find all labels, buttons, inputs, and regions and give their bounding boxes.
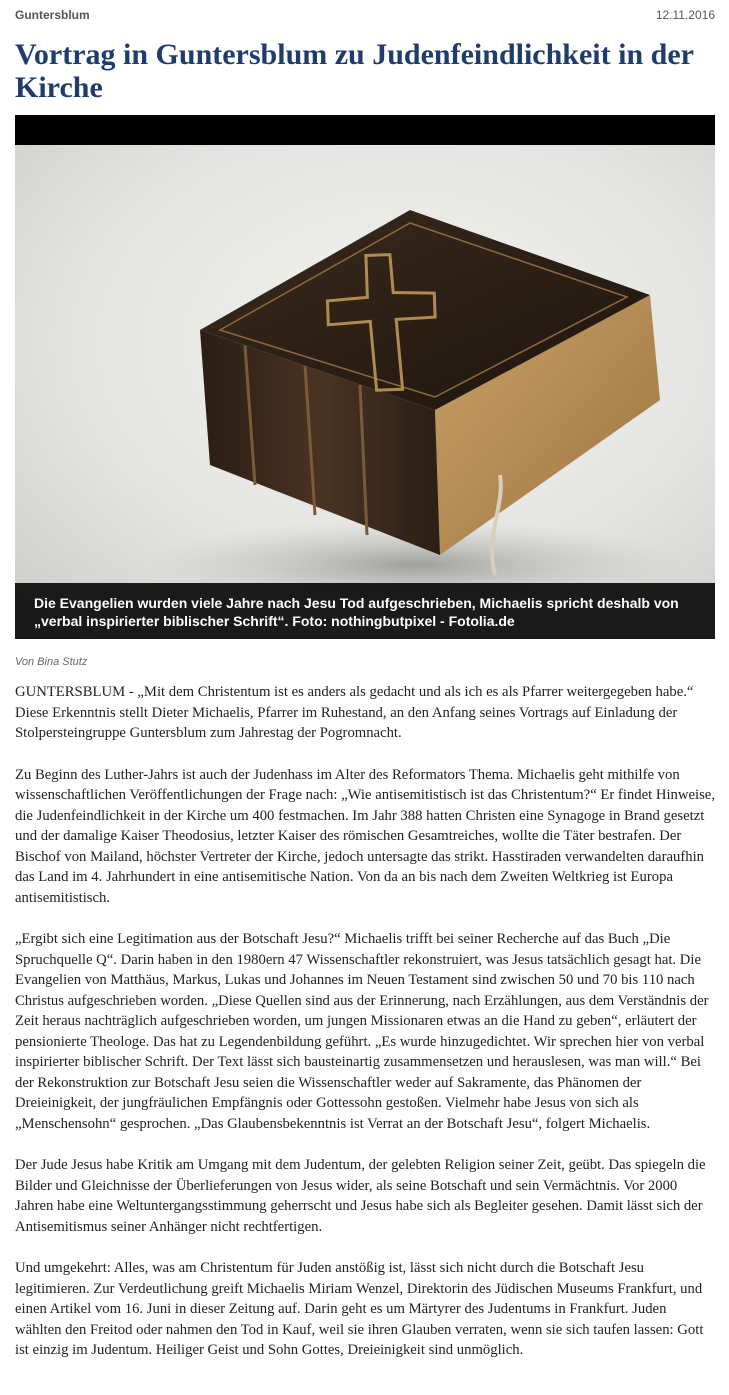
paragraph: Und umgekehrt: Alles, was am Christentum für Juden anstößig ist, lässt sich nicht durch die Botschaft Jesu legitimieren. Zur Verdeutlichung greift Michaelis Miriam Wenzel, Direktorin des Jüdischen Museums Frankfurt, und einen Artikel vom 16. Juni in dieser Zeitung auf. Darin geht es um Märtyrer des Judentums in Frankfurt. Juden wählten den Freitod oder nahmen den Tod in Kauf, weil sie ihren Glauben verraten, wenn sie sich taufen lassen: Gott ist einzig im Judentum. Heiliger Geist und Sohn Gottes, Dreieinigkeit sind unmöglich. bbox=[15, 1260, 704, 1358]
image-caption-band bbox=[15, 583, 715, 639]
article-body bbox=[15, 682, 715, 1361]
byline: Von Bina Stutz bbox=[15, 656, 88, 668]
bible-photo bbox=[15, 145, 715, 639]
paragraph: Zu Beginn des Luther-Jahrs ist auch der Judenhass im Alter des Reformators Thema. Michaelis geht mithilfe von wissenschaftlichen Veröffentlichungen der Frage nach: „Wie antisemitistisch ist das Christentum?“ Er findet Hinweise, die Judenfeindlichkeit in der Kirche um 400 festmachen. Im Jahr 388 hatten Christen eine Synagoge in Brand gesetzt und der damalige Kaiser Theodosius, letzter Kaiser des römischen Gesamtreiches, wollte die Täter bestrafen. Der Bischof von Mailand, höchster Vertreter der Kirche, jedoch untersagte das strikt. Hasstiraden verwandelten daraufhin das Land im 4. Jahrhundert in eine antisemitische Nation. Von da an bis nach dem Zweiten Weltkrieg ist Europa antisemitistisch. bbox=[15, 766, 715, 906]
article-page bbox=[15, 0, 715, 1382]
section-label[interactable]: Guntersblum bbox=[15, 8, 90, 22]
image-caption: Die Evangelien wurden viele Jahre nach Jesu Tod aufgeschrieben, Michaelis spricht deshalb von „verbal inspirierter biblischer Schrift“. Foto: nothingbutpixel - Fotolia.de bbox=[34, 595, 679, 629]
paragraph: „Ergibt sich eine Legitimation aus der Botschaft Jesu?“ Michaelis trifft bei seiner Recherche auf das Buch „Die Spruchquelle Q“. Darin haben in den 1980ern 47 Wissenschaftler rekonstruiert, was Jesus tatsächlich gesagt hat. Die Evangelien von Matthäus, Markus, Lukas und Johannes im Neuen Testament sind zwischen 50 und 70 bis 110 nach Christus aufgeschrieben worden. „Diese Quellen sind aus der Erinnerung, nach Erzählungen, aus dem Verständnis der Zeit heraus nachträglich aufgeschrieben worden, um jungen Missionaren etwas an die Hand zu geben“, erläutert der pensionierte Theologe. Das hat zu Legendenbildung geführt. „Es wurde hinzugedichtet. Wir sprechen hier von verbal inspirierter biblischer Schrift. Der Text lässt sich bausteinartig zusammensetzen und herauslesen, was man will.“ Bei der Rekonstruktion zur Botschaft Jesu seien die Wissenschaftler weder auf Sakramente, das Phänomen der Dreieinigkeit, der jungfräulichen Empfängnis oder Gottessohn gestoßen. Vielmehr habe Jesus von sich als „Menschensohn“ gesprochen. „Das Glaubensbekenntnis ist Verrat an der Botschaft Jesu“, folgert Michaelis. bbox=[15, 931, 709, 1132]
article-image[interactable] bbox=[15, 115, 715, 639]
paragraph: Der Jude Jesus habe Kritik am Umgang mit dem Judentum, der gelebten Religion seiner Zeit, geübt. Das spiegeln die Bilder und Gleichnisse der Überlieferungen von Jesus wider, als seine Botschaft und sein Vermächtnis. Vor 2000 Jahren habe eine Weltuntergangsstimmung geherrscht und Jesus habe sich als Begleiter gesehen. Damit lässt sich der Antisemitismus seiner Anhänger nicht rechtfertigen. bbox=[15, 1157, 706, 1235]
publish-date: 12.11.2016 bbox=[655, 8, 715, 22]
article-header bbox=[15, 0, 715, 30]
article-title: Vortrag in Guntersblum zu Judenfeindlichkeit in der Kirche bbox=[15, 38, 694, 104]
paragraph: GUNTERSBLUM - „Mit dem Christentum ist es anders als gedacht und als ich es als Pfarrer weitergegeben habe.“ Diese Erkenntnis stellt Dieter Michaelis, Pfarrer im Ruhestand, an den Anfang seines Vortrags auf Einladung der Stolpersteingruppe Guntersblum zum Jahrestag der Pogromnacht. bbox=[15, 684, 694, 741]
